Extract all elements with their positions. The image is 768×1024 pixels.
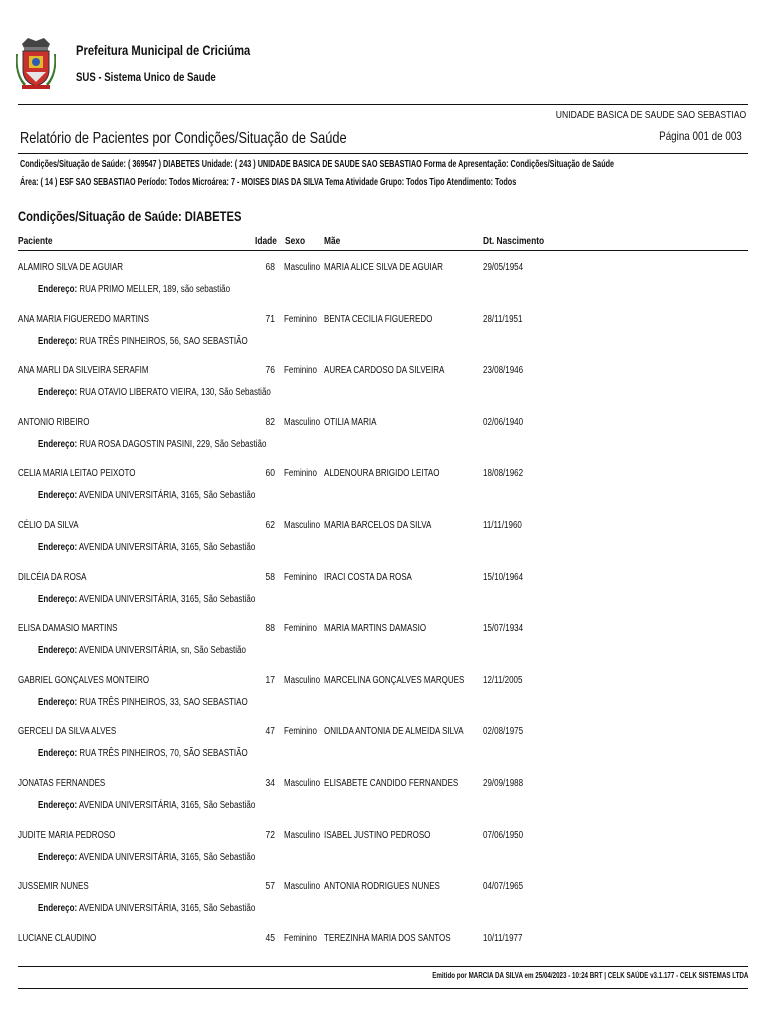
org-subtitle: SUS - Sistema Unico de Saude [76,70,216,84]
section-title: Condições/Situação de Saúde: DIABETES [18,208,242,224]
patient-name: LUCIANE CLAUDINO [18,932,97,944]
report-header [0,0,768,110]
patient-name: JUSSEMIR NUNES [18,881,89,893]
patient-row [0,568,768,620]
patient-mother: AUREA CARDOSO DA SILVEIRA [324,365,445,377]
patient-age: 76 [265,365,275,377]
patient-row [0,877,768,929]
patient-mother: TEREZINHA MARIA DOS SANTOS [324,932,451,944]
column-header-sex: Sexo [285,235,306,247]
patient-address [38,336,248,347]
patient-row [0,464,768,516]
address-label: Endereço: [38,748,78,760]
address-value: RUA TRÊS PINHEIROS, 56, SAO SEBASTIÃO [79,335,248,347]
address-label: Endereço: [38,438,78,450]
patient-address [38,284,230,295]
patient-row [0,671,768,723]
address-label: Endereço: [38,903,78,915]
patient-row [0,826,768,878]
address-value: AVENIDA UNIVERSITÁRIA, 3165, São Sebastião [78,593,256,605]
patient-sex: Masculino [284,829,321,841]
patient-mother: ONILDA ANTONIA DE ALMEIDA SILVA [324,726,464,738]
unit-name: UNIDADE BASICA DE SAUDE SAO SEBASTIAO [555,109,746,121]
patient-address [38,748,248,759]
patient-sex: Masculino [284,881,321,893]
patient-row [0,619,768,671]
header-divider [18,104,748,105]
patient-row [0,722,768,774]
address-value: AVENIDA UNIVERSITÁRIA, 3165, São Sebastião [78,799,256,811]
footer-issued-by: Emitido por MARCIA DA SILVA em 25/04/2023 - 10:24 BRT | CELK SAÚDE v3.1.177 - CELK SISTEMAS LTDA [431,971,748,980]
patient-address [38,439,266,450]
filters-line-1: Condições/Situação de Saúde: ( 369547 ) DIABETES Unidade: ( 243 ) UNIDADE BASICA DE SAUDE SAO SEBASTIAO Forma de Apresentação: Condições/Situação de Saúde [20,159,615,170]
report-title: Relatório de Pacientes por Condições/Situação de Saúde [20,130,347,147]
footer-divider-top [18,966,748,967]
address-label: Endereço: [38,696,78,708]
patient-dob: 18/08/1962 [483,468,524,480]
patient-mother: MARIA MARTINS DAMASIO [324,623,427,635]
patient-name: ANA MARLI DA SILVEIRA SERAFIM [18,365,149,377]
patient-sex: Masculino [284,262,321,273]
address-value: RUA OTAVIO LIBERATO VIEIRA, 130, São Sebastião [79,387,271,399]
patient-address [38,594,255,605]
address-label: Endereço: [38,284,78,295]
patient-address [38,852,255,863]
patient-mother: MARIA ALICE SILVA DE AGUIAR [324,262,443,273]
filters-line-2: Área: ( 14 ) ESF SAO SEBASTIAO Período: Todos Microárea: 7 - MOISES DIAS DA SILVA Tema Atividade Grupo: Todos Tipo Atendimento: Todos [20,177,517,188]
patient-address [38,903,255,914]
patient-name: ANTONIO RIBEIRO [18,416,90,428]
patient-address [38,697,248,708]
address-value: RUA TRÊS PINHEIROS, 33, SAO SEBASTIAO [79,696,248,708]
address-value: AVENIDA UNIVERSITÁRIA, 3165, São Sebastião [78,903,256,915]
address-label: Endereço: [38,335,78,347]
patient-name: ANA MARIA FIGUEREDO MARTINS [18,313,149,325]
municipal-crest-icon [16,34,56,90]
address-label: Endereço: [38,541,78,553]
patient-name: JONATAS FERNANDES [18,777,106,789]
patient-mother: BENTA CECILIA FIGUEREDO [324,313,433,325]
patient-name: ALAMIRO SILVA DE AGUIAR [18,262,124,273]
patient-list [0,258,768,980]
patient-dob: 11/11/1960 [483,519,522,531]
patient-dob: 07/06/1950 [483,829,524,841]
patient-dob: 02/08/1975 [483,726,524,738]
address-value: RUA PRIMO MELLER, 189, são sebastião [79,284,231,295]
address-label: Endereço: [38,645,78,657]
patient-age: 17 [265,674,275,686]
patient-address [38,490,255,501]
address-value: AVENIDA UNIVERSITÁRIA, sn, São Sebastião [78,645,246,657]
patient-row [0,310,768,362]
patient-age: 68 [265,262,275,273]
patient-age: 57 [265,881,275,893]
address-value: AVENIDA UNIVERSITÁRIA, 3165, São Sebastião [78,541,256,553]
title-divider [18,153,748,154]
patient-sex: Feminino [284,365,317,377]
patient-dob: 29/05/1954 [483,262,524,273]
patient-mother: MARCELINA GONÇALVES MARQUES [324,674,465,686]
patient-dob: 12/11/2005 [483,674,523,686]
patient-mother: OTILIA MARIA [324,416,377,428]
patient-mother: IRACI COSTA DA ROSA [324,571,412,583]
org-name: Prefeitura Municipal de Criciúma [76,42,251,58]
patient-row [0,258,768,310]
address-label: Endereço: [38,490,78,502]
patient-age: 72 [265,829,275,841]
patient-address [38,800,255,811]
address-value: AVENIDA UNIVERSITÁRIA, 3165, São Sebastião [78,851,256,863]
patient-address [38,645,246,656]
patient-dob: 29/09/1988 [483,777,524,789]
patient-age: 60 [265,468,275,480]
page-info: Página 001 de 003 [659,129,742,143]
patient-name: CELIA MARIA LEITAO PEIXOTO [18,468,136,480]
address-label: Endereço: [38,851,78,863]
patient-dob: 28/11/1951 [483,313,523,325]
address-label: Endereço: [38,799,78,811]
patient-age: 34 [265,777,275,789]
patient-dob: 15/10/1964 [483,571,524,583]
patient-dob: 04/07/1965 [483,881,524,893]
patient-sex: Masculino [284,777,321,789]
patient-row [0,774,768,826]
patient-sex: Feminino [284,571,317,583]
patient-dob: 15/07/1934 [483,623,524,635]
patient-mother: MARIA BARCELOS DA SILVA [324,519,432,531]
patient-age: 88 [265,623,275,635]
patient-dob: 02/06/1940 [483,416,524,428]
column-header-name: Paciente [18,235,53,247]
patient-age: 58 [265,571,275,583]
patient-sex: Feminino [284,313,317,325]
patient-address [38,542,255,553]
patient-mother: ALDENOURA BRIGIDO LEITAO [324,468,440,480]
address-label: Endereço: [38,593,78,605]
column-header-divider [18,250,748,251]
patient-name: GERCELI DA SILVA ALVES [18,726,117,738]
patient-address [38,387,271,398]
patient-sex: Masculino [284,519,321,531]
patient-mother: ANTONIA RODRIGUES NUNES [324,881,440,893]
patient-name: DILCÉIA DA ROSA [18,571,87,583]
column-header-dob: Dt. Nascimento [483,235,545,247]
footer-divider-bottom [18,988,748,989]
patient-mother: ISABEL JUSTINO PEDROSO [324,829,431,841]
patient-row [0,413,768,465]
patient-age: 71 [265,313,275,325]
column-header-age: Idade [255,235,277,247]
patient-mother: ELISABETE CANDIDO FERNANDES [324,777,459,789]
address-value: RUA TRÊS PINHEIROS, 70, SÃO SEBASTIÃO [79,748,248,760]
address-value: AVENIDA UNIVERSITÁRIA, 3165, São Sebastião [78,490,256,502]
patient-sex: Feminino [284,623,317,635]
patient-dob: 23/08/1946 [483,365,524,377]
patient-dob: 10/11/1977 [483,932,523,944]
patient-name: CÉLIO DA SILVA [18,519,79,531]
patient-age: 47 [265,726,275,738]
patient-sex: Masculino [284,674,321,686]
patient-name: JUDITE MARIA PEDROSO [18,829,116,841]
column-header-mother: Mãe [324,235,341,247]
patient-name: ELISA DAMASIO MARTINS [18,623,118,635]
patient-sex: Feminino [284,468,317,480]
patient-sex: Masculino [284,416,321,428]
address-label: Endereço: [38,387,78,399]
patient-name: GABRIEL GONÇALVES MONTEIRO [18,674,150,686]
patient-age: 62 [265,519,275,531]
patient-age: 82 [265,416,275,428]
patient-row [0,516,768,568]
patient-sex: Feminino [284,932,317,944]
address-value: RUA ROSA DAGOSTIN PASINI, 229, São Sebastião [79,438,267,450]
patient-row [0,361,768,413]
patient-age: 45 [265,932,275,944]
patient-sex: Feminino [284,726,317,738]
